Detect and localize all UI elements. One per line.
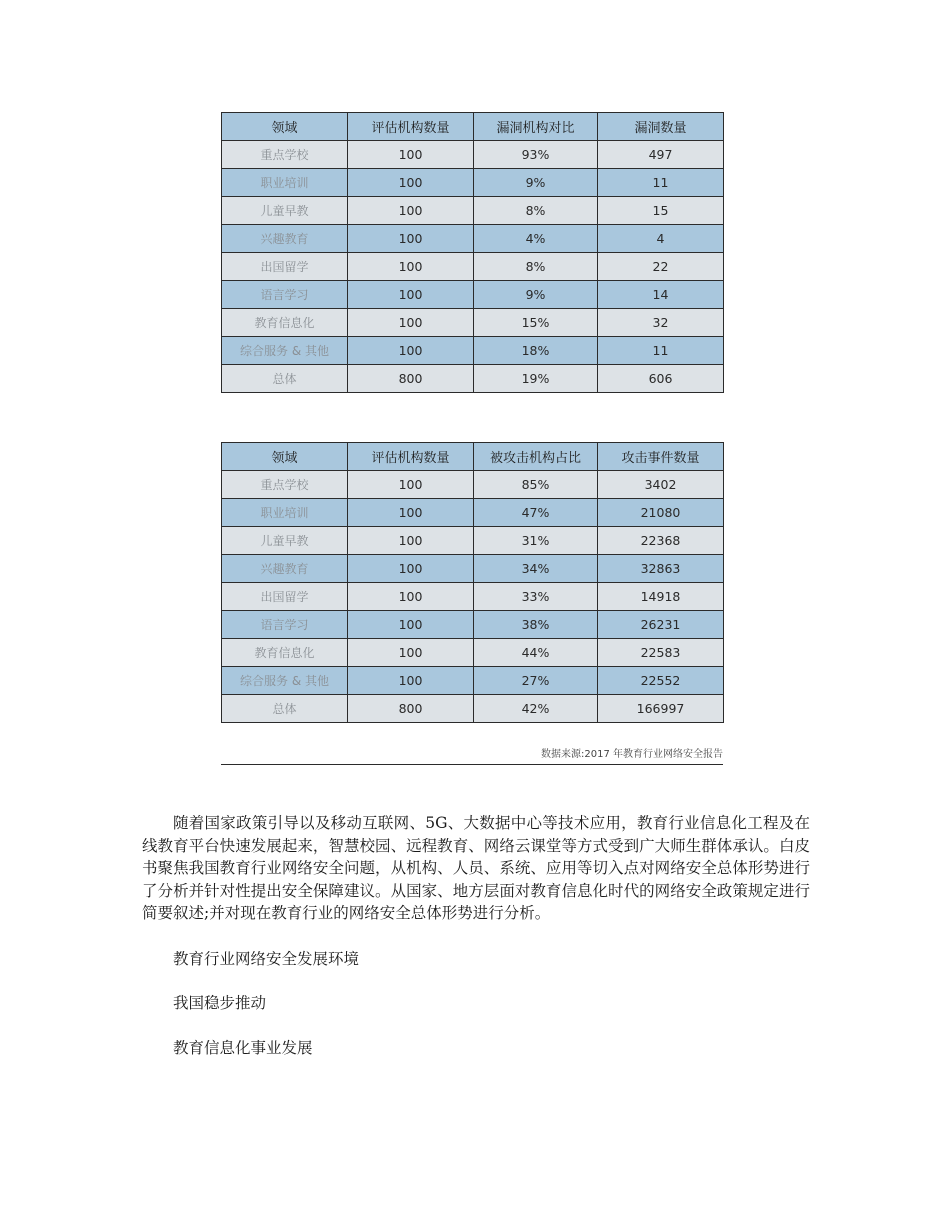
table-row [222,555,724,583]
cell-ratio: 93% [474,141,598,169]
cell-ratio: 31% [474,527,598,555]
cell-domain: 出国留学 [222,583,348,611]
cell-domain: 儿童早教 [222,527,348,555]
table-row [222,611,724,639]
cell-assessed-count: 100 [348,225,474,253]
cell-domain: 出国留学 [222,253,348,281]
header-domain: 领域 [222,443,348,471]
cell-count: 15 [598,197,724,225]
cell-count: 22552 [598,667,724,695]
header-assessed-count: 评估机构数量 [348,443,474,471]
cell-ratio: 15% [474,309,598,337]
cell-ratio: 9% [474,169,598,197]
attack-table [221,442,724,723]
section-heading: 我国稳步推动 [173,994,267,1012]
cell-count: 166997 [598,695,724,723]
cell-assessed-count: 100 [348,253,474,281]
table-row [222,667,724,695]
cell-assessed-count: 100 [348,141,474,169]
table-row [222,499,724,527]
table-row [222,365,724,393]
cell-domain: 语言学习 [222,281,348,309]
cell-ratio: 44% [474,639,598,667]
cell-ratio: 8% [474,197,598,225]
header-vuln-ratio: 漏洞机构对比 [474,113,598,141]
cell-ratio: 38% [474,611,598,639]
cell-count: 22583 [598,639,724,667]
cell-assessed-count: 100 [348,527,474,555]
cell-domain: 重点学校 [222,471,348,499]
table-row [222,169,724,197]
cell-count: 26231 [598,611,724,639]
table-row [222,141,724,169]
cell-ratio: 8% [474,253,598,281]
cell-domain: 语言学习 [222,611,348,639]
cell-count: 32 [598,309,724,337]
cell-assessed-count: 100 [348,667,474,695]
cell-count: 14918 [598,583,724,611]
cell-assessed-count: 100 [348,583,474,611]
cell-assessed-count: 100 [348,611,474,639]
header-vuln-count: 漏洞数量 [598,113,724,141]
cell-count: 14 [598,281,724,309]
cell-ratio: 33% [474,583,598,611]
table-row [222,337,724,365]
table-header-row [222,443,724,471]
cell-domain: 兴趣教育 [222,555,348,583]
header-attacked-ratio: 被攻击机构占比 [474,443,598,471]
cell-assessed-count: 100 [348,309,474,337]
cell-assessed-count: 100 [348,169,474,197]
table-body [222,471,724,723]
cell-domain: 综合服务 & 其他 [222,667,348,695]
header-domain: 领域 [222,113,348,141]
cell-count: 3402 [598,471,724,499]
table-row [222,583,724,611]
cell-domain: 教育信息化 [222,639,348,667]
table-row [222,197,724,225]
cell-domain: 教育信息化 [222,309,348,337]
vulnerability-table [221,112,724,393]
header-attack-count: 攻击事件数量 [598,443,724,471]
body-paragraph: 随着国家政策引导以及移动互联网、5G、大数据中心等技术应用，教育行业信息化工程及在线教育平台快速发展起来，智慧校园、远程教育、网络云课堂等方式受到广大师生群体承认。白皮书聚焦我国教育行业网络安全问题，从机构、人员、系统、应用等切入点对网络安全总体形势进行了分析并针对性提出安全保障建议。从国家、地方层面对教育信息化时代的网络安全政策规定进行简要叙述;并对现在教育行业的网络安全总体形势进行分析。 [142,814,810,922]
cell-domain: 职业培训 [222,499,348,527]
table-row [222,639,724,667]
table-row [222,695,724,723]
table-body [222,141,724,393]
cell-count: 11 [598,169,724,197]
cell-domain: 重点学校 [222,141,348,169]
cell-assessed-count: 100 [348,281,474,309]
cell-ratio: 4% [474,225,598,253]
cell-assessed-count: 800 [348,365,474,393]
cell-ratio: 34% [474,555,598,583]
section-heading: 教育行业网络安全发展环境 [173,950,360,968]
cell-domain: 儿童早教 [222,197,348,225]
cell-ratio: 42% [474,695,598,723]
cell-assessed-count: 100 [348,471,474,499]
cell-ratio: 47% [474,499,598,527]
cell-count: 497 [598,141,724,169]
cell-ratio: 19% [474,365,598,393]
cell-count: 22 [598,253,724,281]
cell-count: 22368 [598,527,724,555]
data-source-caption: 数据来源:2017 年教育行业网络安全报告 [221,738,723,765]
section-heading: 教育信息化事业发展 [173,1039,313,1057]
cell-domain: 总体 [222,695,348,723]
table-header-row [222,113,724,141]
cell-count: 11 [598,337,724,365]
table-row [222,225,724,253]
cell-domain: 综合服务 & 其他 [222,337,348,365]
cell-ratio: 27% [474,667,598,695]
table-row [222,281,724,309]
cell-ratio: 85% [474,471,598,499]
cell-assessed-count: 100 [348,639,474,667]
cell-count: 4 [598,225,724,253]
table-row [222,309,724,337]
cell-count: 21080 [598,499,724,527]
cell-ratio: 18% [474,337,598,365]
cell-ratio: 9% [474,281,598,309]
table-row [222,253,724,281]
cell-assessed-count: 100 [348,499,474,527]
cell-assessed-count: 100 [348,555,474,583]
cell-domain: 兴趣教育 [222,225,348,253]
table-row [222,471,724,499]
cell-assessed-count: 800 [348,695,474,723]
header-assessed-count: 评估机构数量 [348,113,474,141]
cell-count: 32863 [598,555,724,583]
cell-assessed-count: 100 [348,337,474,365]
cell-count: 606 [598,365,724,393]
table-row [222,527,724,555]
cell-assessed-count: 100 [348,197,474,225]
cell-domain: 职业培训 [222,169,348,197]
cell-domain: 总体 [222,365,348,393]
